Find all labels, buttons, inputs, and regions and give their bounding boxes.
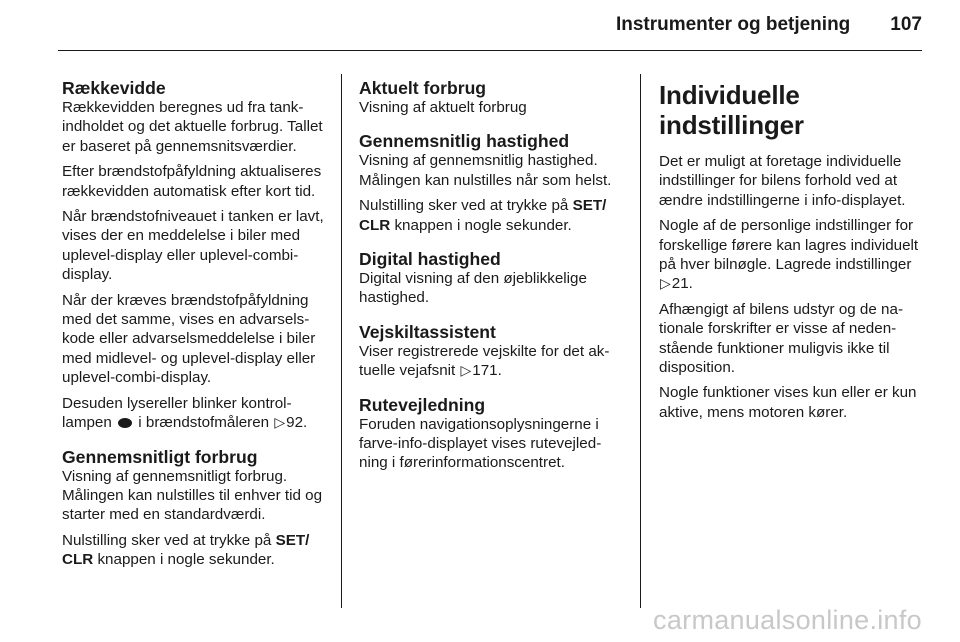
column-divider-2 [640,74,641,608]
section-digital-hastighed [359,249,622,308]
paragraph: Digital visning af den øjeblikkelige hastighed. [359,270,587,307]
set-clr-key-label: SET/ CLR [359,197,607,234]
chapter-section-heading: Individuelle indstillinger [659,80,804,140]
paragraph: Visning af gennemsnitligt forbrug. Målingen kan nulstilles til enhver tid og starter med en standardværdi. [62,467,323,524]
section-heading: Gennemsnitligt forbrug [62,446,258,467]
running-head [616,14,922,50]
site-watermark: carmanualsonline.info [653,605,922,635]
paragraph: Det er muligt at foretage individuelle indstillinger for bilens forhold ved at ændre indstillingerne i info-displayet. [659,153,906,209]
text-run: Nogle af de personlige indstillinger for forskellige førere kan lagres individuelt på hver bilnøgle. Lagrede indstillinger [659,217,919,274]
fuel-warning-lamp-icon [118,418,132,428]
paragraph [62,531,324,570]
page-reference[interactable]: 21. [671,275,693,293]
paragraph [359,196,622,235]
section-aktuelt-forbrug [359,78,622,117]
section-heading: Rækkevidde [62,78,166,98]
column-divider-1 [341,74,342,608]
section-heading: Vejskiltassistent [359,321,496,342]
header-rule [58,50,922,51]
text-run: Viser registrerede vejskilte for det aktuelle vejafsnit [359,342,610,380]
section-rutevejledning [359,395,622,473]
paragraph: Når brændstofniveauet i tanken er lavt, vises der en meddelelse i biler med uplevel-display eller uplevel-combi-display. [62,208,324,284]
page-reference-icon: ▷ [660,275,671,292]
page-reference-icon: ▷ [460,362,472,379]
section-heading: Aktuelt forbrug [359,78,487,98]
text-run: Nulstilling sker ved at trykke på [62,531,272,549]
text-run: Nulstilling sker ved at trykke på [359,197,569,215]
page-number: 107 [890,14,922,35]
paragraph: Visning af aktuelt forbrug [359,99,527,116]
paragraph [659,216,923,294]
paragraph: Visning af gennemsnitlig hastighed. Målingen kan nulstilles når som helst. [359,152,612,189]
paragraph: Efter brændstofpåfyldning aktualiseres rækkevidden automatisk efter kort tid. [62,163,322,200]
column-2 [359,78,622,487]
paragraph [62,394,324,433]
page-reference[interactable]: 92. [286,414,308,432]
text-run: i brændstofmåleren [138,414,270,432]
section-vejskiltassistent [359,322,622,381]
section-gennemsnitlig-hastighed [359,131,622,235]
section-heading: Rutevejledning [359,394,486,415]
page-reference[interactable]: 171. [472,362,502,380]
page-reference-icon: ▷ [274,414,286,431]
paragraph [359,342,622,381]
column-3 [659,80,923,428]
chapter-title: Instrumenter og betjening [615,14,851,35]
text-run: Desuden lysereller blinker kontrollampen [62,394,292,432]
set-clr-key-label: SET/ CLR [62,531,310,569]
section-gennemsnitligt-forbrug [62,447,324,570]
paragraph: Rækkevidden beregnes ud fra tankindholdet og det aktuelle forbrug. Tallet er baseret på gennemsnitsværdier. [62,99,323,155]
section-heading: Gennemsnitlig hastighed [359,131,570,152]
column-1 [62,78,324,584]
paragraph: Foruden navigationsoplysningerne i farve-info-displayet vises rutevejledning i førerinformationscentret. [359,415,602,472]
text-run: knappen i nogle sekunder. [97,551,275,569]
paragraph: Afhængigt af bilens udstyr og de nationale forskrifter er visse af nedenstående funktioner muligvis ikke til disposition. [659,300,903,377]
text-run: knappen i nogle sekunder. [394,216,572,234]
paragraph: Nogle funktioner vises kun eller er kun aktive, mens motoren kører. [659,384,917,421]
paragraph: Når der kræves brændstofpåfyldning med det samme, vises en advarselskode eller advarselsmeddelelse i biler med midlevel- og uplevel-display eller uplevel-combi-display. [62,291,316,387]
section-heading: Digital hastighed [359,249,501,270]
section-raekkevidde [62,78,324,433]
